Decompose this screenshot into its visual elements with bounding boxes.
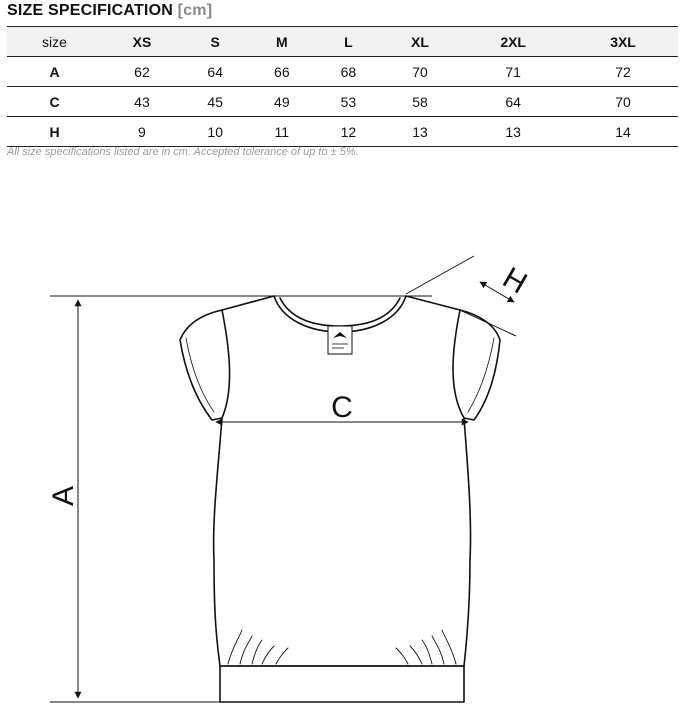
size-header-m: M bbox=[249, 27, 316, 57]
table-cell: 13 bbox=[382, 117, 459, 147]
waistband bbox=[220, 666, 464, 702]
table-cell: 9 bbox=[102, 117, 182, 147]
table-cell: 10 bbox=[182, 117, 249, 147]
table-cell: 70 bbox=[568, 87, 678, 117]
table-cell: 11 bbox=[249, 117, 316, 147]
dimension-a-label: A bbox=[47, 485, 80, 507]
row-label-c: C bbox=[7, 87, 102, 117]
dimension-h-label: H bbox=[497, 261, 533, 301]
title-text: SIZE SPECIFICATION bbox=[7, 2, 173, 19]
size-header-xl: XL bbox=[382, 27, 459, 57]
dimension-a bbox=[50, 296, 432, 702]
title-unit: [cm] bbox=[177, 2, 213, 19]
row-label-a: A bbox=[7, 57, 102, 87]
table-cell: 66 bbox=[249, 57, 316, 87]
right-sleeve-hem bbox=[468, 338, 494, 412]
table-cell: 14 bbox=[568, 117, 678, 147]
row-label-h: H bbox=[7, 117, 102, 147]
table-cell: 62 bbox=[102, 57, 182, 87]
table-cell: 49 bbox=[249, 87, 316, 117]
left-sleeve-seam bbox=[222, 310, 230, 418]
size-header-l: L bbox=[315, 27, 382, 57]
table-cell: 53 bbox=[315, 87, 382, 117]
table-cell: 58 bbox=[382, 87, 459, 117]
size-header-3xl: 3XL bbox=[568, 27, 678, 57]
table-cell: 13 bbox=[458, 117, 568, 147]
size-header-xs: XS bbox=[102, 27, 182, 57]
table-cell: 71 bbox=[458, 57, 568, 87]
size-header-2xl: 2XL bbox=[458, 27, 568, 57]
right-sleeve-seam bbox=[453, 310, 464, 418]
table-cell: 43 bbox=[102, 87, 182, 117]
table-cell: 45 bbox=[182, 87, 249, 117]
hem-gathers-right bbox=[396, 630, 456, 664]
table-cell: 64 bbox=[182, 57, 249, 87]
dimension-c-label: C bbox=[331, 391, 353, 424]
table-cell: 72 bbox=[568, 57, 678, 87]
table-cell: 68 bbox=[315, 57, 382, 87]
table-cell: 64 bbox=[458, 87, 568, 117]
size-header-label: size bbox=[7, 27, 102, 57]
table-cell: 12 bbox=[315, 117, 382, 147]
table-cell: 70 bbox=[382, 57, 459, 87]
brand-label-icon bbox=[328, 326, 352, 354]
size-header-s: S bbox=[182, 27, 249, 57]
hem-gathers-left bbox=[228, 630, 288, 664]
tolerance-note: All size specifications listed are in cm. Accepted tolerance of up to ± 5%. bbox=[7, 146, 359, 158]
